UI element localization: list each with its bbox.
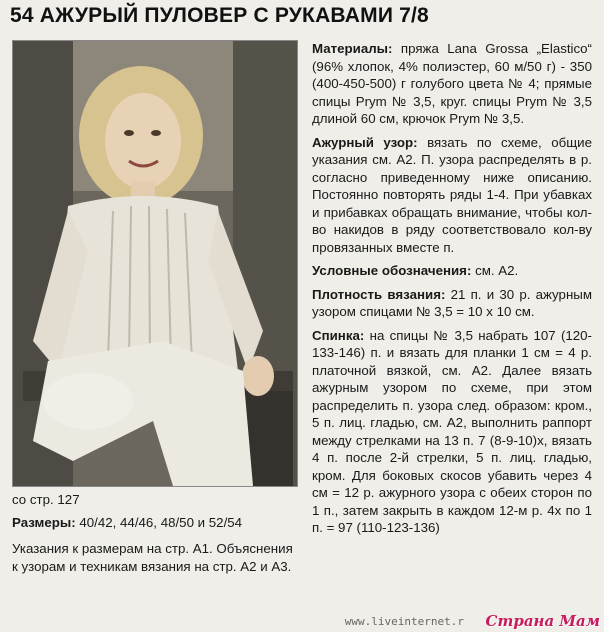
pattern-text: вязать по схеме, общие указания см. А2. П. узора распределять в р. согласно приведенному ниже описанию. Постоянно повторять ряды 1-4. При убавках и прибавках обращать внимание, чтобы кол-во накидов в ряду соответствовало кол-ву провязанных вместе п.: [312, 134, 592, 255]
sizes-label: Размеры:: [12, 515, 76, 530]
back-paragraph: [312, 327, 592, 537]
page-title: 54 АЖУРЫЙ ПУЛОВЕР С РУКАВАМИ 7/8: [10, 4, 429, 27]
watermark-logo: Страна Мам: [485, 612, 600, 630]
symbols-paragraph: [312, 262, 592, 280]
instructions-column: [312, 40, 592, 543]
back-label: Спинка:: [312, 327, 365, 343]
materials-paragraph: [312, 40, 592, 128]
symbols-text: см. А2.: [471, 263, 519, 278]
pattern-paragraph: [312, 134, 592, 257]
photo-woman-in-lace-pullover-icon: [13, 41, 297, 486]
density-label: Плотность вязания:: [312, 286, 446, 302]
page-reference: со стр. 127: [12, 492, 80, 507]
materials-text: пряжа Lana Grossa „Elastico“ (96% хлопок, 4% полиэстер, 60 м/50 г) - 350 (400-450-500) г голубого цвета № 4; прямые спицы Prym № 3,5, круг. спицы Prym № 3,5 длиной 60 см, крючок Prym № 3,5.: [312, 41, 592, 126]
materials-label: Материалы:: [312, 41, 393, 56]
back-text: на спицы № 3,5 набрать 107 (120-133-146) п. и вязать для планки 1 см = 4 р. платочной вязкой, см. А2. Далее вязать ажурным узором по схеме, при этом распределить п. узора след. образом: кром., 5 п. лиц. гладью, см. А2, выполнить раппорт между стрелками на 13 п. 7 (8-9-10)х, вязать 4 п. после 2-й стрелки, 5 п. лиц. гладью, кром. Для боковых скосов убавить через 4 см = 12 р. ажурного узора с обеих сторон по 1 п., затем закрыть в каждом 12-м р. 4х по 1 п. = 97 (110-123-136): [312, 327, 592, 535]
density-paragraph: [312, 286, 592, 321]
model-photo: [12, 40, 298, 487]
sizes-paragraph: [12, 514, 296, 532]
sizes-note: Указания к размерам на стр. А1. Объяснения к узорам и техникам вязания на стр. А2 и А3.: [12, 541, 293, 574]
sizes-value: 40/42, 44/46, 48/50 и 52/54: [75, 515, 243, 530]
pattern-label: Ажурный узор:: [312, 134, 418, 150]
density-text: 21 п. и 30 р. ажурным узором спицами № 3,5 = 10 х 10 см.: [312, 286, 592, 319]
left-column: [12, 491, 296, 576]
symbols-label: Условные обозначения:: [312, 263, 472, 278]
watermark-url: www.liveinternet.r: [344, 615, 464, 628]
